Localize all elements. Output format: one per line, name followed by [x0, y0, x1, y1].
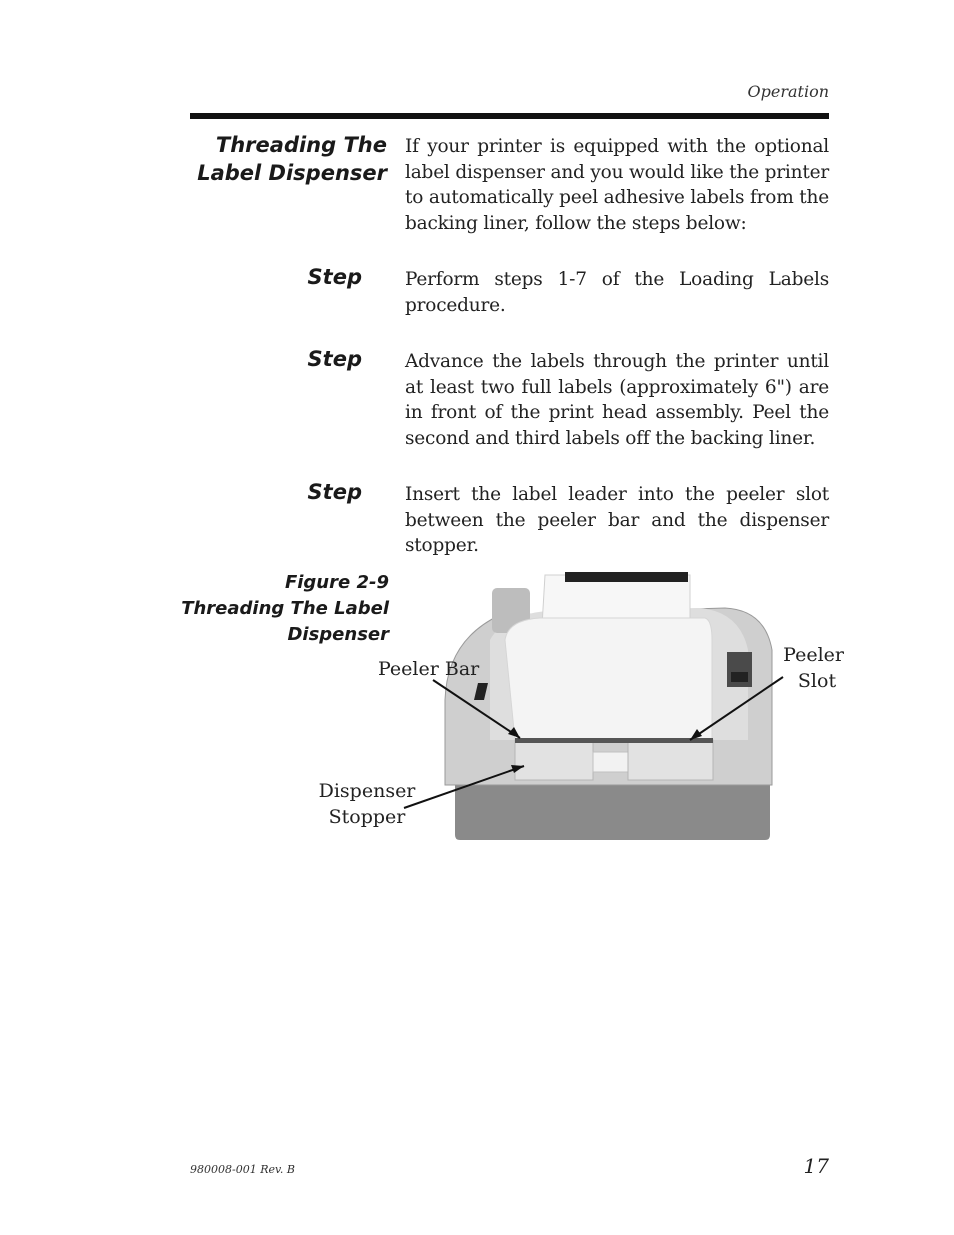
roll-top: [565, 572, 688, 582]
step-label-3: Step: [307, 480, 362, 504]
figure-caption-title-1: Threading The Label: [181, 598, 389, 619]
footer-doc-number: 980008-001 Rev. B: [190, 1163, 295, 1176]
step-label-1: Step: [307, 265, 362, 289]
dispenser-right: [628, 740, 713, 780]
running-header: Operation: [747, 82, 829, 101]
figure-caption-title-2: Dispenser: [287, 624, 389, 645]
callout-dispenser-stopper-line-2: Stopper: [328, 806, 406, 828]
peeler-slot: [515, 738, 713, 743]
section-heading-line-2: Label Dispenser: [197, 161, 387, 185]
section-heading-line-1: Threading The: [215, 133, 387, 157]
callout-peeler-slot-line-1: Peeler: [783, 644, 844, 666]
header-rule: [190, 113, 829, 119]
step-label-2: Step: [307, 347, 362, 371]
step-text-1: Perform steps 1-7 of the Loading Labels procedure.: [405, 269, 829, 316]
figure-caption-number: Figure 2-9: [284, 572, 389, 593]
panel-button: [731, 672, 748, 682]
callout-dispenser-stopper-line-1: Dispenser: [318, 780, 416, 802]
callout-peeler-slot-line-2: Slot: [797, 670, 837, 692]
step-text-2: Advance the labels through the printer until at least two full labels (approximately 6") are in front of the print head assembly. Peel the second and third labels off the backing liner.: [405, 351, 829, 449]
printer-base: [455, 785, 770, 840]
callout-peeler-bar: Peeler Bar: [378, 658, 480, 680]
dispenser-center: [593, 752, 628, 772]
intro-paragraph: If your printer is equipped with the optional label dispenser and you would like the printer to automatically peel adhesive labels from the backing liner, follow the steps below:: [405, 136, 829, 234]
section-heading: [180, 131, 387, 187]
callout-peeler-slot: [770, 642, 844, 694]
dispenser-left: [515, 740, 593, 780]
page-number: 17: [803, 1154, 829, 1178]
callout-dispenser-stopper: [315, 778, 419, 830]
step-text-3: Insert the label leader into the peeler slot between the peeler bar and the dispenser stopper.: [405, 484, 829, 556]
label-web: [505, 618, 712, 740]
